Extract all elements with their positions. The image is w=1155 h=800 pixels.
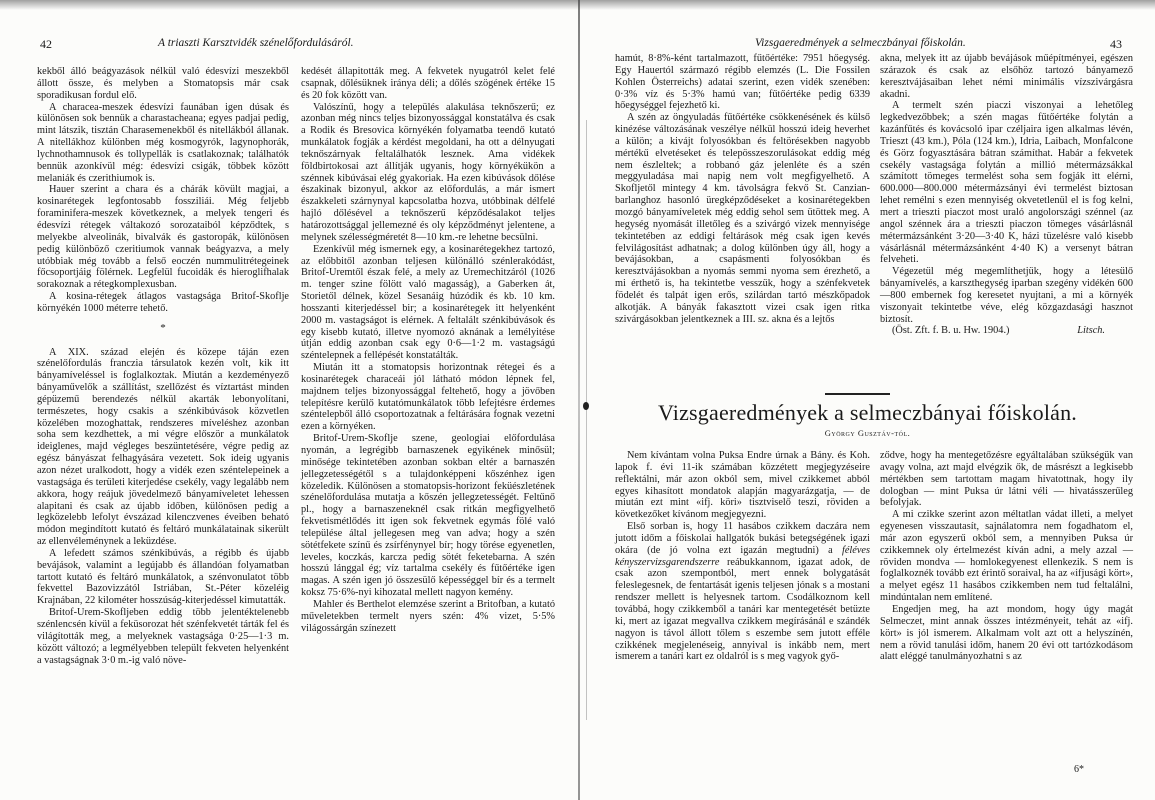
paragraph: Valószínű, hogy a település alakulása teknőszerű; ez azonban még nincs teljes bizonyossággal konstatálva és csak a Rodik és Bresovica környékén folyamatba teendő kutató munkálatok fogják a kérdést megoldani, ha ott a délnyugati teknőszárnyak feltalálhatók lesznek. Ama vidékek földbirtokosai azt állítják ugyanis, hogy környékükön a szénnek kibúvásai elég gyakoriak. Ha ezen kibúvások dőlése északinak bizonyul, akkor az előfordulás, a már ismert északkeleti szárnynyal kapcsolatba hozva, utóbbinak délfelé hajló dőlésével a teknőszerű képződésalakot teljes határozottsággal jellemezné és oly képződményt jelentene, a melynek szélességméretét 8—10 km.-re lehetne becsülni. (301, 101, 555, 243)
section-divider (825, 393, 890, 395)
running-head-left: A triaszti Karsztvidék szénelőfordulásáról. (158, 37, 354, 49)
paragraph: Ezenkívül még ismernek egy, a kosinarétegekhez tartozó, az előbbitől azonban teljesen különálló szénlerakódást, Britof-Uremtől észak felé, a mely az Uremechitzáról (1026 m. tenger szine fölött való magasság), a Gaberken át, Storietől délnek, közel Sesanáig húzódik és kb. 10 km. hosszanti kiterjedéssel bir; a kosinarétegek itt helyenként 2000 m. vastagságot is elérnek. A feltalált szénkibúvások és egy kisebb kutató, illetve nyomozó aknának a lemélyitése útján eddig azonban csak egy 0·6—1·2 m. vastagságú széntelepnek a fellépését konstatálták. (301, 243, 555, 362)
citation-line (880, 325, 1133, 337)
article-column-2 (880, 450, 1133, 663)
paragraph: Miután itt a stomatopsis horizontnak rétegei és a kosinarétegek characeái jól látható módon lépnek fel, majdnem teljes bizonyossággal feltehető, hogy a jövőben telepítésre kerülő kutatómunkálatok több lefejtésre érdemes széntelepből álló csoportozatnak a feltárására fognak vezetni ezen a környéken. (301, 362, 555, 433)
left-page-column-1 (37, 66, 289, 666)
right-page-column-2 (880, 53, 1133, 337)
printer-signature-mark: 6* (1074, 764, 1084, 775)
paragraph (615, 521, 870, 663)
paragraph: ződve, hogy ha mentegetőzésre egyáltalában szükségük van avagy volna, azt majd elvégzik ők, de másrészt a legkisebb mértékben sem tartottam magam hivatottnak, hogy ily dologban — mint Puksa úr látni véli — hivatásszerűleg befolyjak. (880, 450, 1133, 509)
paragraph: Engedjen meg, ha azt mondom, hogy úgy magát Selmeczet, mint annak összes intézményeit, tehát az «ifj. kört» is jól ismerem. Alkalmam volt azt ott a helyszínén, nem a rövid tanulási időm, hanem 20 évi ott tartózkodásom alatt eléggé tanulmányozhatni s az (880, 603, 1133, 663)
section-break-asterisk: * (160, 321, 166, 334)
paragraph-text: Első sorban is, hogy 11 hasábos czikkem daczára nem jutott időm a főiskolai hallgatók bukási betegségének igazi okára (de jó volna ezt igazán megtudni) a (615, 521, 870, 556)
paragraph: A lefedett számos szénkibúvás, a régibb és újabb bevájások, valamint a legújabb és állandóan folyamatban tartott kutató és feltáró munkálatok, a szénvonulatot több fekvettel Bazovizzától Istriában, St.-Péter közeléig Krajnában, 22 kilométer hosszúság-kiterjedéssel kimutatták. (37, 547, 289, 607)
page-number-right: 43 (1110, 37, 1122, 51)
emphasized-text: féléves kényszervizsgarendszerre (615, 544, 870, 568)
paragraph: A szén az öngyuladás fűtőértéke csökkenésének és külső kinézése változásának veszélye nélkül hosszú ideig heverhet a külön; a kivájt folyosókban és feltörésekben nagyobb mértékű elvetéseket és telepösszeszorulásokat eddig még nem észleltek; a robbanó gáz jelenléte és a szén meggyuladása mai napig nem volt megfigyelhető. A Skofljetől mintegy 4 km. távolságra fekvő St. Canzian-barlanghoz hasonló üregképződéseket a kosinarétegekben mozgó bányamíveletek még eddig sehol sem ütöttek meg. A hegység nyomását illetőleg és a szivárgó vizek mennyisége tekintetében az eddigi feltárások még csak igen kevés felvilágosítást adhatnak; a dolog különben úgy áll, hogy a bevájásokban, a csapásmenti folyosókban és keresztvájásokban a nyomás semmi nyoma sem érezhető, a mi érthető is, ha tekintetbe vesszük, hogy a szénfekvetek födelét és talpát igen erős, szilárdan tartó mészkőpadok alkotják. A bányák fakasztott vizei csak igen ritka szivárgásokban jelentkeznek a III. sz. akna és a lejtős (615, 112, 870, 325)
right-col2-text (880, 53, 1133, 325)
paragraph: A characea-meszek édesvízi faunában igen dúsak és különösen sok bennük a charastacheana; egyes padjai pedig, mint látszik, tisztán Charasemenekből és nitellákból állanak. A nitellákhoz különben még kosmogyrók, lagynophorák, lychnothamnusok és tollypellák is csatlakoznak; találhatók bennük azonkívül még: édesvízi csigák, többek között melaniák és czerithiumok is. (37, 101, 289, 184)
paragraph: A XIX. század elején és közepe táján ezen szénelőfordulás franczia társulatok kezén volt, kik itt bányamíveléssel is foglalkoztak. Miután a kezdeményező bányaművelők a szállítást, szellőzést és víztartást minden gépüzemű berendezés nélkül akarták lebonyolítani, természetes, hogy csakis a szénkibúvások közvetlen közelében mozoghattak, rendszeres míveléshez azonban soha sem kezdhettek, a mi végre először a munkálatok ideiglenes, majd végleges beszüntetésére, végre pedig az egész bányászat felhagyására vezetett. Sok ideig ugyanis azon nézet uralkodott, hogy a vidék ezen széntelepeinek a vastagsága és területi kiterjedése csekély, vagy legalább nem akkora, hogy reájuk jövedelmező bányamíveletet lehessen alapitani és csak az újabb időben, különösen pedig a legközelebb lefolyt évszázad kilenczvenes éveiben beható módon megindított kutató és feltáró munkálatainak sikerült az ellenvéleménynek a leküzdése. (37, 346, 289, 548)
paragraph: akna, melyek itt az újabb bevájások műépítményei, egészen szárazok és csak az elsőhöz tartozó bányamező keresztvájásaiban lehet némi minimális vízszivárgásra akadni. (880, 53, 1133, 100)
citation-signature: Litsch. (1077, 325, 1105, 337)
citation-source: (Öst. Zft. f. B. u. Hw. 1904.) (892, 325, 1010, 337)
paragraph-text: reábukkannom, igazat adok, de csak azon szempontból, mert ennek bolygatását feleslegesnek, de fentartását igenis teljesen jónak s a mostani rendszer mellett is helyesnek tartom. Csodálkoznom kell továbbá, hogy czikkemből a tanári kar mentegetését betüzte ki, mert az igazat megvallva czikkem megírásánál e szándék nagyon is távol állott tőlem s eszembe sem jutott efféle czikkének megjelenéseig, annyival is inkább nem, mert ismerem a tanári kart ez oldalról is s meg vagyok győ- (615, 556, 870, 663)
paragraph: A kosina-rétegek átlagos vastagsága Britof-Skoflje környékén 1000 méterre tehető. (37, 291, 289, 314)
paragraph: Mahler és Berthelot elemzése szerint a Britofban, a kutató műveletekben termelt nyers szén: 4% vizet, 5·5% világossárgán színezett (301, 598, 555, 634)
paragraph: Britof-Urem-Skofljeben eddig több jelentéktelenebb szénlencsén kívül a feküsorozat hét szénfekvetét tárták fel és világították meg, a melyeknek vastagsága 0·25—1·3 m. között változó; a legmélyebben települt fekveten helyenként a vastagságnak 3·0 m.-ig való növe- (37, 607, 289, 666)
paragraph: Nem kívántam volna Puksa Endre úrnak a Bány. és Koh. lapok f. évi 11-ik számában közzétett megjegyzéseire reflektálni, már azon okból sem, mivel czikkemet abból egyes kihasított mondatok alapján magyarázgatja, — de miután ezt mint «ifj. köri» tisztviselő teszi, röviden a következőket kívánom megjegyezni. (615, 450, 870, 521)
page-number-left: 42 (40, 37, 52, 51)
paragraph: hamút, 8·8%-ként tartalmazott, fűtőértéke: 7951 hőegység. Egy Hauertól származó régibb elemzés (L. Die Fossilen Kohlen Österreichs) adatai szerint, ezen vidék szenében: 0·3% víz és 5·3% hamú van; fűtőértéke pedig 6339 hőegységgel fejezhető ki. (615, 53, 870, 112)
paragraph: A termelt szén piaczi viszonyai a lehetőleg legkedvezőbbek; a szén magas fűtőértéke folytán a kazánfűtés és kovácsoló ipar czéljaira igen alkalmas lévén, Trieszt (43 km.), Póla (124 km.), Idria, Laibach, Monfalcone és Görz fogyasztására bátran számíthat. Habár a fekvetek csekély vastagsága folytán a millió métermázsákkal számított tömeges termelést soha sem fogják itt elérni, 600.000—800.000 métermázsányi évi termelést biztosan lehet remélni s ezen mennyiség okvetetlenül el is fog kelni, mert a trieszti piaczot most uraló angolországi szénnel (az angol szénnek ára a trieszti piaczon tömeges vásárlásnál métermázsánként 3·20—3·40 K, házi tüzelésre való kisebb vásárlásnál métermázsánként 4·40 K) a versenyt bátran felveheti. (880, 100, 1133, 266)
paragraph: Végezetül még megemlíthetjük, hogy a létesülő bányamívelés, a karszthegység iparban szegény vidékén 600—800 embernek fog keresetet nyujtani, a mi a környék viszonyait tekintetbe véve, elég közgazdasági hasznot biztosít. (880, 266, 1133, 325)
running-head-right: Vizsgaeredmények a selmeczbányai főiskolán. (755, 37, 966, 49)
article-title: Vizsgaeredmények a selmeczbányai főiskolán. (658, 400, 1077, 425)
paragraph: kekből álló beágyazások nélkül való édesvízi meszekből állott össze, és melyben a Stomatopsis már csak sporadikusan fordul elő. (37, 66, 289, 101)
paragraph: kedését állapitották meg. A fekvetek nyugatról kelet felé csapnak, dőlésüknek iránya déli; a dőlés szögének értéke 15 és 20 fok között van. (301, 66, 555, 101)
paragraph: A mi czikke szerint azon méltatlan vádat illeti, a melyet egyenesen visszautasít, sajnálatomra nem fogadhatom el, már azon egyszerű okból sem, a mennyiben Puksa úr czikkemnek oly értelmezést kíván adni, a mely azzal — röviden mondva — homlokegyenest ellenkezik. S nem is foglalkoznék tovább ezt érintő soraival, ha az «ifjusági kört», a melyet egész 11 hasábos czikkemben nem tud feltalálni, mindúntalan nem említené. (880, 509, 1133, 604)
article-column-1 (615, 450, 870, 663)
right-page-column-1 (615, 53, 870, 325)
article-author: György Gusztáv-tól. (824, 428, 911, 438)
right-page (580, 0, 1155, 800)
left-page-column-2 (301, 66, 555, 635)
paragraph: Britof-Urem-Skoflje szene, geologiai előfordulása nyomán, a legrégibb barnaszenek egyikének minősül; minősége tekintetében azonban sokban eltér a barnaszén jellegzetességétől s a tulajdonképpeni kőszénhez igen közeledik. Különösen a stomatopsis-horizont feküészletének szénelőfordulása mutatja a kőszén jellegzetességét. Feltűnő pl., hogy a barnaszeneknél csak ritkán megfigyelhető fekvetismétlődés itt igen sok fekvetnek egymás fölé való települése által jellegesen meg van adva; hogy a szén sötétfekete színű és zsírfénynyel bír; hogy törése egyenetlen, leveles, koczkás, karcza pedig sötét feketebarna. A szén hosszú lánggal ég; víz tartalma csekély és fűtőértéke igen magas. A szén igen jó összesülő képességgel bír és a termelt koksz 75·6%-nyi kihozatal mellett nagyon kemény. (301, 433, 555, 599)
paragraph: Hauer szerint a chara és a chárák kövült magjai, a kosinarétegek legfontosabb fossziliái. Még feljebb foraminifera-meszek következnek, a melyek tengeri és édesvízi rétegek váltakozó sorozataiból képződtek, s melyekbe alveolinák, bivalvák és gastoropák, különösen pedig különböző czeritiumok vannak beágyazva, a mely utóbbiak még tovább a felső eoczén nummulitrétegeinek főcsoportjáig fölérnek. Legfelül fucoidák és hieroglifhalak sorakoznak a rétegkomplexusban. (37, 184, 289, 291)
